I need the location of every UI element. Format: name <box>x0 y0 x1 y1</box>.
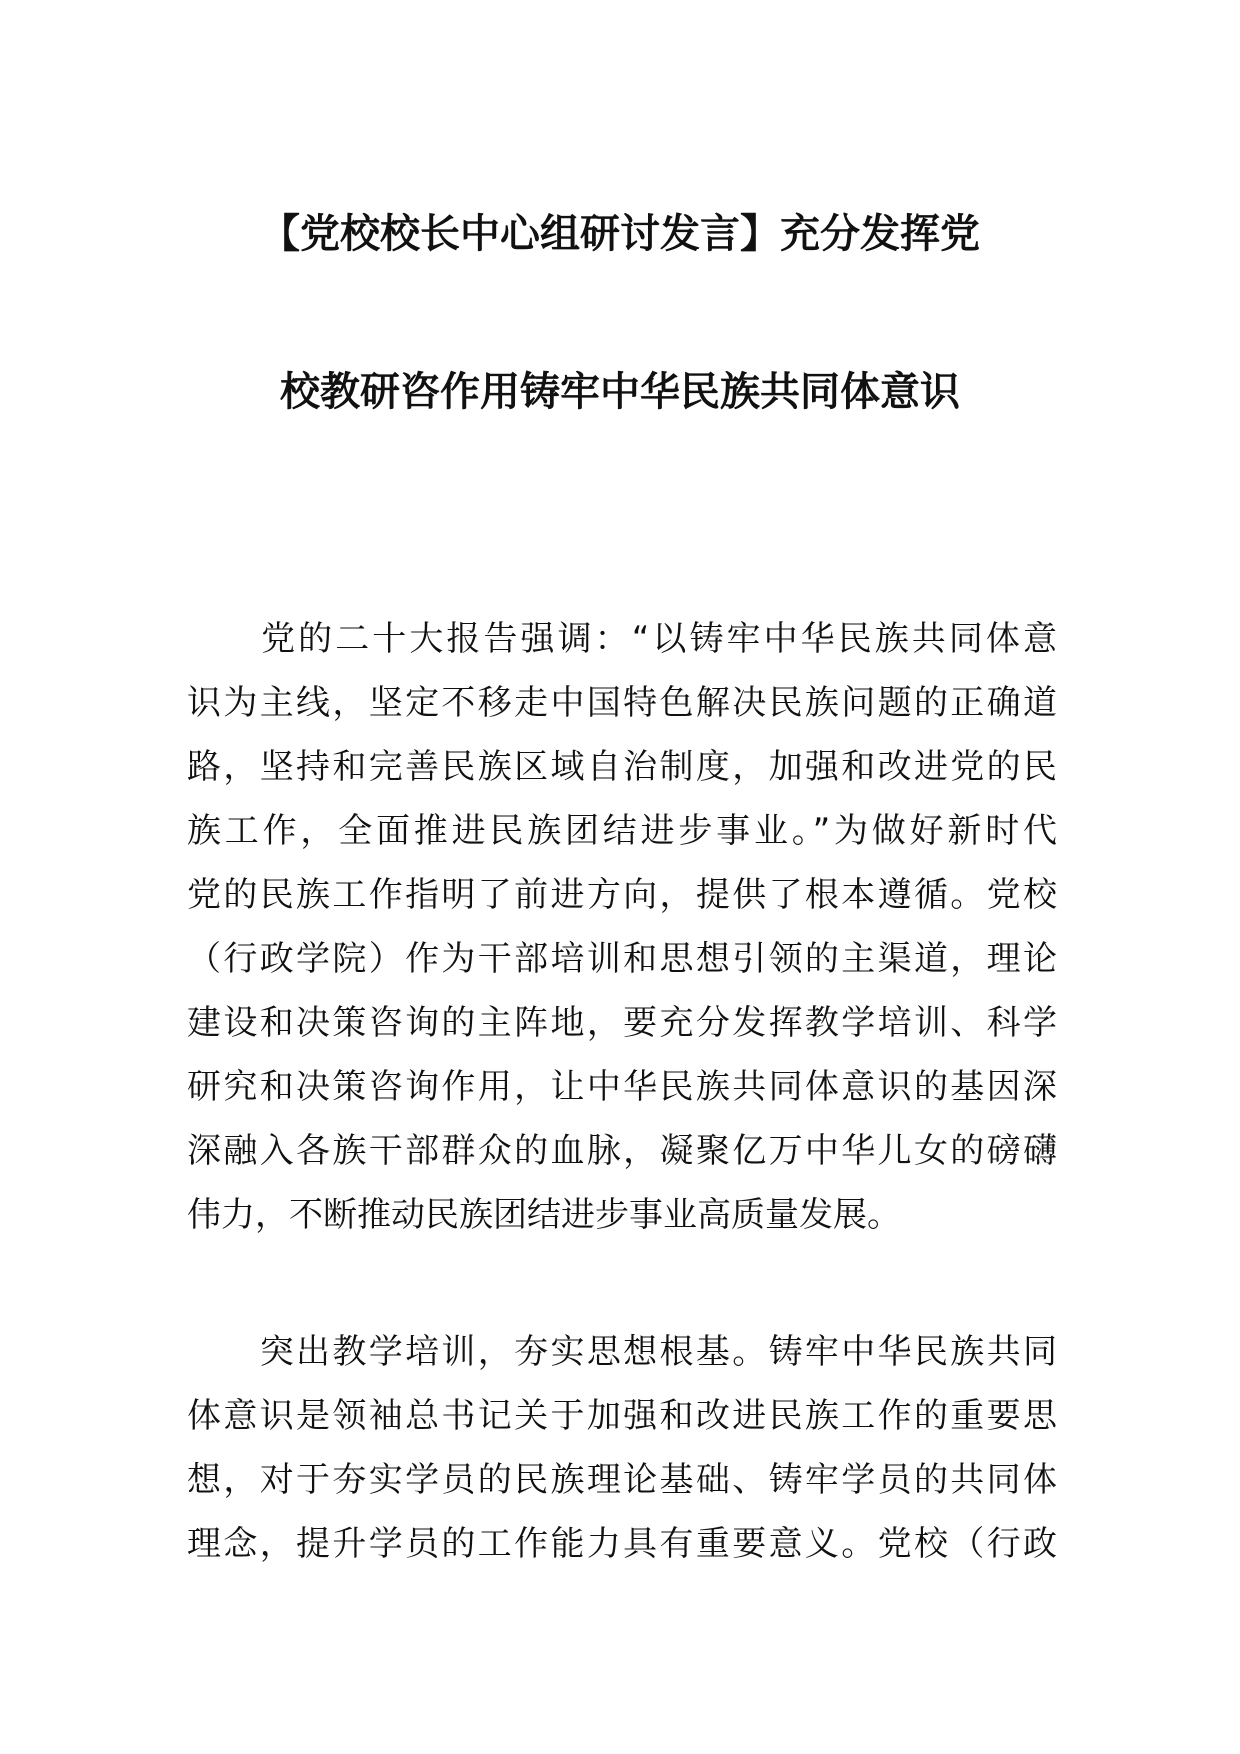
paragraph-line: 理念，提升学员的工作能力具有重要意义。党校（行政 <box>187 1524 1057 1564</box>
paragraph-line: 伟力，不断推动民族团结进步事业高质量发展。 <box>187 1195 901 1235</box>
paragraph-line: 研究和决策咨询作用，让中华民族共同体意识的基因深 <box>187 1067 1057 1107</box>
document-title-line-2: 校教研咨作用铸牢中华民族共同体意识 <box>280 369 960 415</box>
paragraph-line: 族工作，全面推进民族团结进步事业。”为做好新时代 <box>187 811 1057 851</box>
paragraph-line: 党的民族工作指明了前进方向，提供了根本遵循。党校 <box>187 875 1057 915</box>
paragraph-line: 识为主线，坚定不移走中国特色解决民族问题的正确道 <box>187 683 1057 723</box>
paragraph-line: 想，对于夯实学员的民族理论基础、铸牢学员的共同体 <box>187 1460 1057 1500</box>
paragraph-line: 突出教学培训，夯实思想根基。铸牢中华民族共同 <box>187 1332 1057 1372</box>
paragraph-line: 深融入各族干部群众的血脉，凝聚亿万中华儿女的磅礴 <box>187 1131 1057 1171</box>
paragraph-line: 体意识是领袖总书记关于加强和改进民族工作的重要思 <box>187 1396 1057 1436</box>
body-paragraph-1 <box>187 607 1057 1247</box>
paragraph-line: 党的二十大报告强调：“以铸牢中华民族共同体意 <box>187 619 1057 659</box>
paragraph-line: 建设和决策咨询的主阵地，要充分发挥教学培训、科学 <box>187 1003 1057 1043</box>
body-paragraph-2 <box>187 1320 1057 1576</box>
paragraph-line: 路，坚持和完善民族区域自治制度，加强和改进党的民 <box>187 747 1057 787</box>
document-title-line-1: 【党校校长中心组研讨发言】充分发挥党 <box>260 211 980 257</box>
paragraph-line: （行政学院）作为干部培训和思想引领的主渠道，理论 <box>187 939 1057 979</box>
